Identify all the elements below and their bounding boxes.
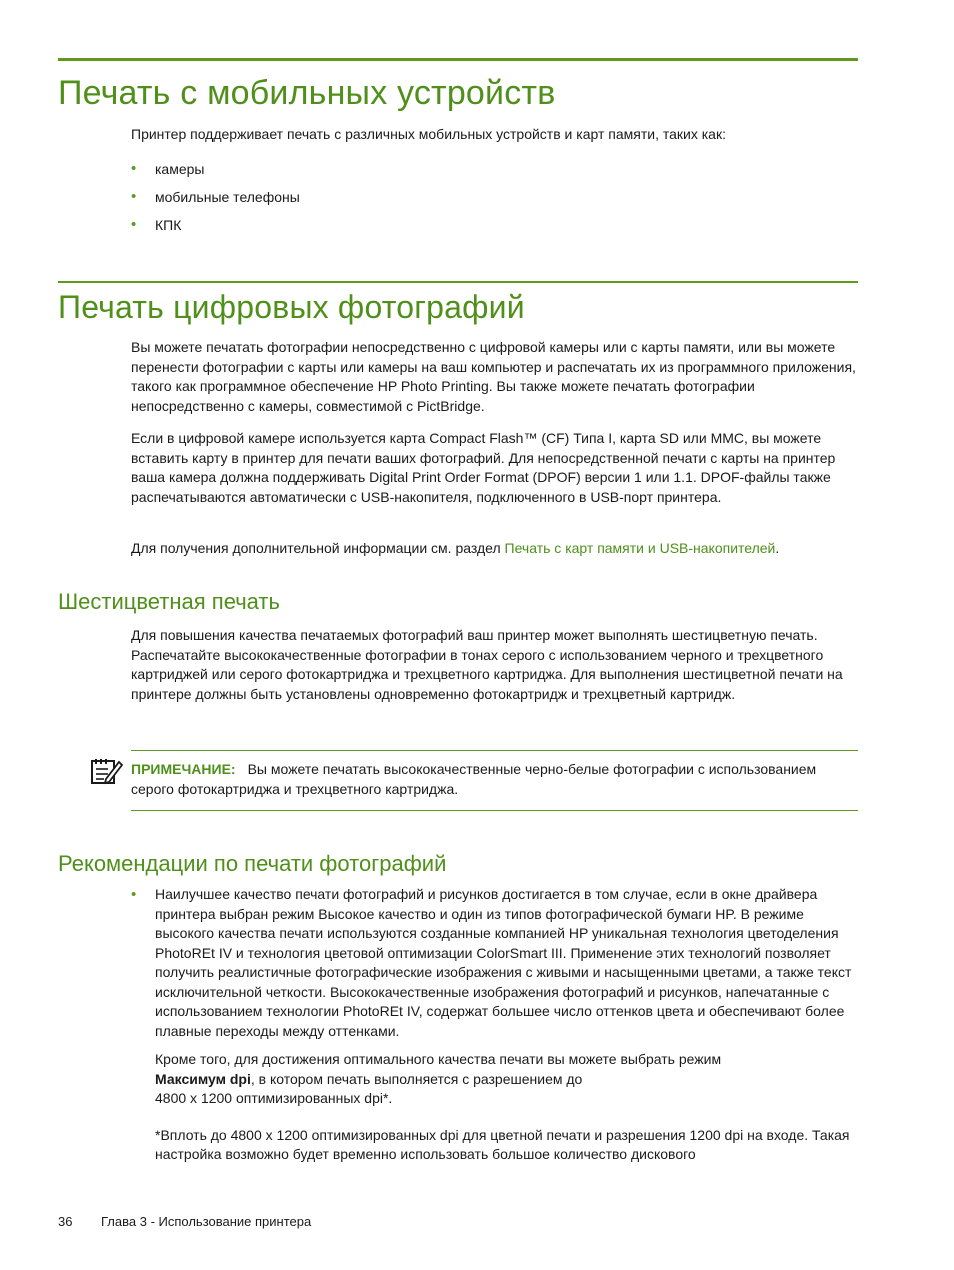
list-item: • камеры bbox=[131, 160, 205, 177]
section-title-six-color: Шестицветная печать bbox=[58, 589, 280, 614]
note-pad-icon bbox=[88, 755, 124, 787]
list-item: • мобильные телефоны bbox=[131, 188, 300, 205]
recommendations-paragraph-1: Наилучшее качество печати фотографий и рисунков достигается в том случае, если в окне драйвера принтера выбран режим Высокое качество и один из типов фотографической бумаги HP. В режиме высокого качества печати используются созданные компанией HP уникальная технология цветоделения PhotoREt IV и технология цветовой оптимизации ColorSmart III. Применение этих технологий позволяет получить реалистичные фотографические изображения с живыми и насыщенными цветами, а также текст исключительной четкости. Высококачественные изображения фотографий и рисунков, напечатанные с использованием технологии PhotoREt IV, содержат большее число оттенков цвета и обеспечивают более плавные переходы между оттенками. bbox=[155, 886, 852, 1039]
section-title-recommendations: Рекомендации по печати фотографий bbox=[58, 851, 447, 876]
chapter-footer: Глава 3 - Использование принтера bbox=[101, 1214, 312, 1229]
max-dpi-label: Максимум dpi bbox=[155, 1070, 251, 1087]
section-rule-top bbox=[58, 58, 858, 61]
bullet-icon: • bbox=[131, 886, 137, 903]
bullet-icon: • bbox=[131, 216, 137, 233]
bullet-icon: • bbox=[131, 160, 137, 177]
page-number: 36 bbox=[58, 1214, 73, 1229]
note-rule-top bbox=[131, 750, 858, 751]
list-item: • КПК bbox=[131, 216, 182, 233]
memory-card-printing-link[interactable]: Печать с карт памяти и USB-накопителей bbox=[504, 540, 776, 556]
note-text: ПРИМЕЧАНИЕ: Вы можете печатать высококачественные черно-белые фотографии с использованием серого фотокартриджа и трехцветного картриджа. bbox=[131, 761, 817, 797]
digital-photos-paragraph-1: Вы можете печатать фотографии непосредственно с цифровой камеры или с карты памяти, или вы можете перенести фотографии с карты или камеры на ваш компьютер и распечатать их из программного приложения, такого как программное обеспечение HP Photo Printing. Вы также можете печатать фотографии непосредственно с камеры, совместимой с PictBridge. bbox=[131, 339, 856, 414]
bullet-icon: • bbox=[131, 188, 137, 205]
list-item bbox=[131, 885, 858, 1165]
digital-photos-paragraph-2: Если в цифровой камере используется карта Compact Flash™ (CF) Типа I, карта SD или MMC, вы можете вставить карту в принтер для печати ваших фотографий. Для непосредственной печати с карты на принтер ваша камера должна поддерживать Digital Print Order Format (DPOF) версии 1 или 1.1. DPOF-файлы также распечатываются автоматически с USB-накопителя, подключенного в USB-порт принтера. bbox=[131, 430, 836, 505]
mobile-device-list bbox=[131, 159, 300, 243]
six-color-paragraph: Для повышения качества печатаемых фотографий ваш принтер может выполнять шестицветную печать. Распечатайте высококачественные фотографии в тонах серого с использованием черного и трехцветного картриджей или серого фотокартриджа и трехцветного картриджа. Для выполнения шестицветной печати на принтере должны быть установлены одновременно фотокартридж и трехцветный картридж. bbox=[131, 627, 843, 702]
note-rule-bottom bbox=[131, 810, 858, 811]
note-label: ПРИМЕЧАНИЕ: bbox=[131, 761, 236, 777]
section-rule bbox=[58, 281, 858, 283]
page-title: Печать с мобильных устройств bbox=[58, 74, 556, 112]
recommendations-footnote: *Вплоть до 4800 x 1200 оптимизированных dpi для цветной печати и разрешения 1200 dpi на входе. Такая настройка возможно будет временно использовать большое количество дискового bbox=[155, 1126, 850, 1162]
section-title-digital-photos: Печать цифровых фотографий bbox=[58, 289, 525, 325]
mobile-intro-paragraph: Принтер поддерживает печать с различных мобильных устройств и карт памяти, таких как: bbox=[131, 126, 726, 142]
recommendations-paragraph-2: Кроме того, для достижения оптимального качества печати вы можете выбрать режим Максимум dpi, в котором печать выполняется с разрешением до 4800 x 1200 оптимизированных dpi*. bbox=[155, 1051, 722, 1106]
digital-photos-paragraph-3: Для получения дополнительной информации см. раздел Печать с карт памяти и USB-накопителей. bbox=[131, 540, 780, 556]
